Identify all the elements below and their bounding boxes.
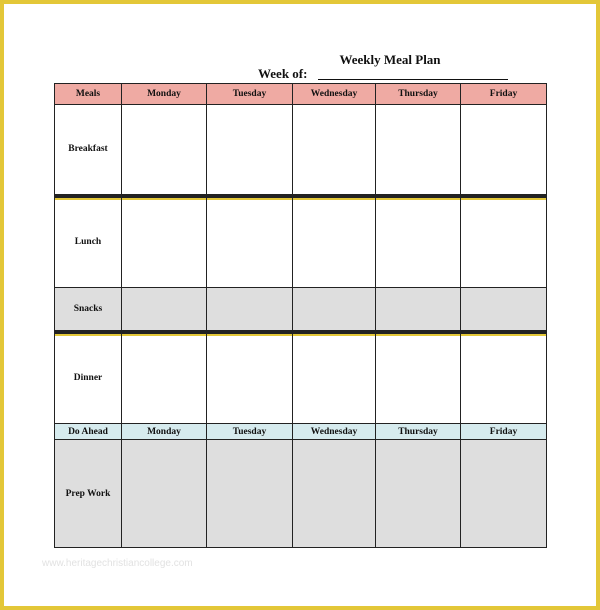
do-ahead-header-tuesday: Tuesday xyxy=(207,424,293,440)
snacks-wednesday-cell[interactable] xyxy=(293,288,376,332)
row-label-prep-work: Prep Work xyxy=(55,440,122,548)
page-title: Weekly Meal Plan xyxy=(339,52,441,67)
breakfast-wednesday-cell[interactable] xyxy=(293,105,376,196)
do-ahead-header-thursday: Thursday xyxy=(376,424,461,440)
prep-tuesday-cell[interactable] xyxy=(207,440,293,548)
header-do-ahead: Do Ahead xyxy=(55,424,122,440)
row-label-breakfast: Breakfast xyxy=(55,105,122,196)
do-ahead-header-friday: Friday xyxy=(461,424,547,440)
prep-friday-cell[interactable] xyxy=(461,440,547,548)
prep-wednesday-cell[interactable] xyxy=(293,440,376,548)
do-ahead-header-monday: Monday xyxy=(122,424,207,440)
snacks-tuesday-cell[interactable] xyxy=(207,288,293,332)
watermark-text: www.heritagechristiancollege.com xyxy=(42,558,193,569)
week-of-blank-line xyxy=(318,79,508,80)
row-label-snacks: Snacks xyxy=(55,288,122,332)
week-of-label: Week of: xyxy=(258,66,308,81)
lunch-friday-cell[interactable] xyxy=(461,196,547,288)
dinner-monday-cell[interactable] xyxy=(122,332,207,424)
lunch-wednesday-cell[interactable] xyxy=(293,196,376,288)
header-wednesday: Wednesday xyxy=(293,84,376,105)
header-meals: Meals xyxy=(55,84,122,105)
dinner-row xyxy=(55,332,547,424)
row-label-dinner: Dinner xyxy=(55,332,122,424)
breakfast-friday-cell[interactable] xyxy=(461,105,547,196)
snacks-row xyxy=(55,288,547,332)
lunch-tuesday-cell[interactable] xyxy=(207,196,293,288)
lunch-row xyxy=(55,196,547,288)
header-thursday: Thursday xyxy=(376,84,461,105)
prep-work-row xyxy=(55,440,547,548)
lunch-thursday-cell[interactable] xyxy=(376,196,461,288)
breakfast-tuesday-cell[interactable] xyxy=(207,105,293,196)
breakfast-monday-cell[interactable] xyxy=(122,105,207,196)
snacks-friday-cell[interactable] xyxy=(461,288,547,332)
breakfast-thursday-cell[interactable] xyxy=(376,105,461,196)
dinner-tuesday-cell[interactable] xyxy=(207,332,293,424)
header-friday: Friday xyxy=(461,84,547,105)
dinner-thursday-cell[interactable] xyxy=(376,332,461,424)
header-monday: Monday xyxy=(122,84,207,105)
do-ahead-header-wednesday: Wednesday xyxy=(293,424,376,440)
header-tuesday: Tuesday xyxy=(207,84,293,105)
snacks-monday-cell[interactable] xyxy=(122,288,207,332)
dinner-friday-cell[interactable] xyxy=(461,332,547,424)
row-label-lunch: Lunch xyxy=(55,196,122,288)
dinner-wednesday-cell[interactable] xyxy=(293,332,376,424)
do-ahead-header-row xyxy=(55,424,547,440)
meal-plan-table xyxy=(54,83,547,548)
breakfast-row xyxy=(55,105,547,196)
lunch-monday-cell[interactable] xyxy=(122,196,207,288)
snacks-thursday-cell[interactable] xyxy=(376,288,461,332)
prep-monday-cell[interactable] xyxy=(122,440,207,548)
header-row xyxy=(55,84,547,105)
prep-thursday-cell[interactable] xyxy=(376,440,461,548)
